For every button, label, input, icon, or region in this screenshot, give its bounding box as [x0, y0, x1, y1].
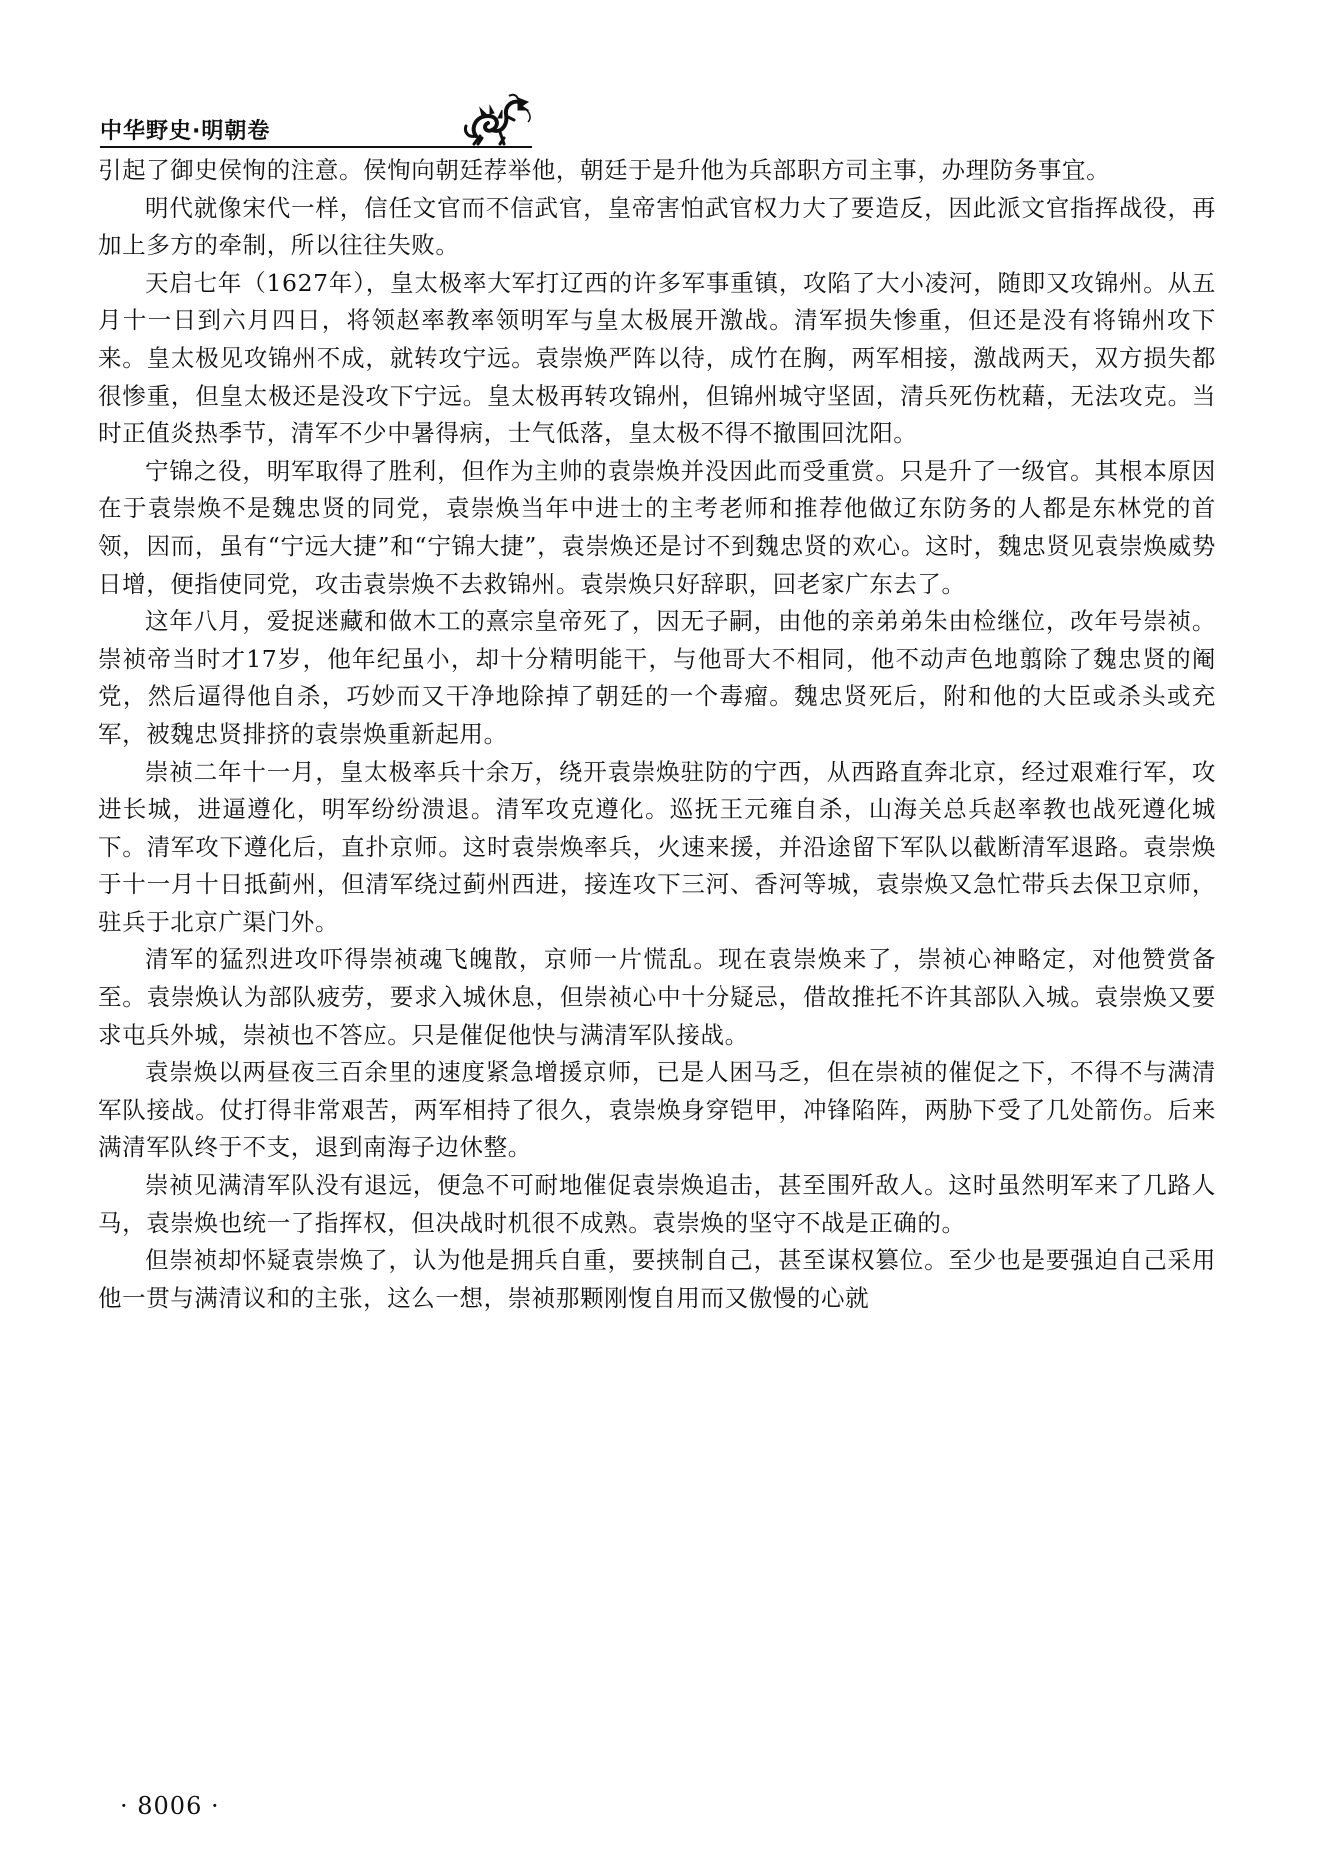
header-rule	[100, 146, 532, 148]
dragon-emblem-icon	[462, 92, 534, 148]
paragraph: 天启七年（1627年），皇太极率大军打辽西的许多军事重镇，攻陷了大小凌河，随即又攻锦州。从五月十一日到六月四日，将领赵率教率领明军与皇太极展开激战。清军损失惨重，但还是没有将锦州攻下来。皇太极见攻锦州不成，就转攻宁远。袁崇焕严阵以待，成竹在胸，两军相接，激战两天，双方损失都很惨重，但皇太极还是没攻下宁远。皇太极再转攻锦州，但锦州城守坚固，清兵死伤枕藉，无法攻克。当时正值炎热季节，清军不少中暑得病，士气低落，皇太极不得不撤围回沈阳。	[98, 268, 1216, 448]
book-title: 中华野史·明朝卷	[100, 119, 271, 144]
body-text	[98, 152, 1216, 1317]
paragraph: 清军的猛烈进攻吓得崇祯魂飞魄散，京师一片慌乱。现在袁崇焕来了，崇祯心神略定，对他赞赏备至。袁崇焕认为部队疲劳，要求入城休息，但崇祯心中十分疑忌，借故推托不许其部队入城。袁崇焕又要求屯兵外城，崇祯也不答应。只是催促他快与满清军队接战。	[98, 945, 1216, 1049]
paragraph: 这年八月，爱捉迷藏和做木工的熹宗皇帝死了，因无子嗣，由他的亲弟弟朱由检继位，改年号崇祯。崇祯帝当时才17岁，他年纪虽小，却十分精明能干，与他哥大不相同，他不动声色地翦除了魏忠贤的阉党，然后逼得他自杀，巧妙而又干净地除掉了朝廷的一个毒瘤。魏忠贤死后，附和他的大臣或杀头或充军，被魏忠贤排挤的袁崇焕重新起用。	[98, 607, 1216, 748]
paragraph: 宁锦之役，明军取得了胜利，但作为主帅的袁崇焕并没因此而受重赏。只是升了一级官。其根本原因在于袁崇焕不是魏忠贤的同党，袁崇焕当年中进士的主考老师和推荐他做辽东防务的人都是东林党的首领，因而，虽有“宁远大捷”和“宁锦大捷”，袁崇焕还是讨不到魏忠贤的欢心。这时，魏忠贤见袁崇焕威势日增，便指使同党，攻击袁崇焕不去救锦州。袁崇焕只好辞职，回老家广东去了。	[98, 456, 1216, 598]
paragraph: 崇祯见满清军队没有退远，便急不可耐地催促袁崇焕追击，甚至围歼敌人。这时虽然明军来了几路人马，袁崇焕也统一了指挥权，但决战时机很不成熟。袁崇焕的坚守不战是正确的。	[98, 1171, 1216, 1237]
paragraph: 明代就像宋代一样，信任文官而不信武官，皇帝害怕武官权力大了要造反，因此派文官指挥战役，再加上多方的牵制，所以往往失败。	[98, 193, 1216, 260]
paragraph: 引起了御史侯恂的注意。侯恂向朝廷荐举他，朝廷于是升他为兵部职方司主事，办理防务事宜。	[98, 156, 1111, 184]
page-number: · 8006 ·	[120, 1792, 220, 1820]
page-header	[100, 92, 532, 148]
paragraph: 袁崇焕以两昼夜三百余里的速度紧急增援京师，已是人困马乏，但在崇祯的催促之下，不得不与满清军队接战。仗打得非常艰苦，两军相持了很久，袁崇焕身穿铠甲，冲锋陷阵，两胁下受了几处箭伤。后来满清军队终于不支，退到南海子边休整。	[98, 1058, 1216, 1162]
paragraph: 但崇祯却怀疑袁崇焕了，认为他是拥兵自重，要挟制自己，甚至谋权篡位。至少也是要强迫自己采用他一贯与满清议和的主张，这么一想，崇祯那颗刚愎自用而又傲慢的心就	[98, 1246, 1216, 1312]
paragraph: 崇祯二年十一月，皇太极率兵十余万，绕开袁崇焕驻防的宁西，从西路直奔北京，经过艰难行军，攻进长城，进逼遵化，明军纷纷溃退。清军攻克遵化。巡抚王元雍自杀，山海关总兵赵率教也战死遵化城下。清军攻下遵化后，直扑京师。这时袁崇焕率兵，火速来援，并沿途留下军队以截断清军退路。袁崇焕于十一月十日抵蓟州，但清军绕过蓟州西进，接连攻下三河、香河等城，袁崇焕又急忙带兵去保卫京师，驻兵于北京广渠门外。	[98, 757, 1216, 936]
